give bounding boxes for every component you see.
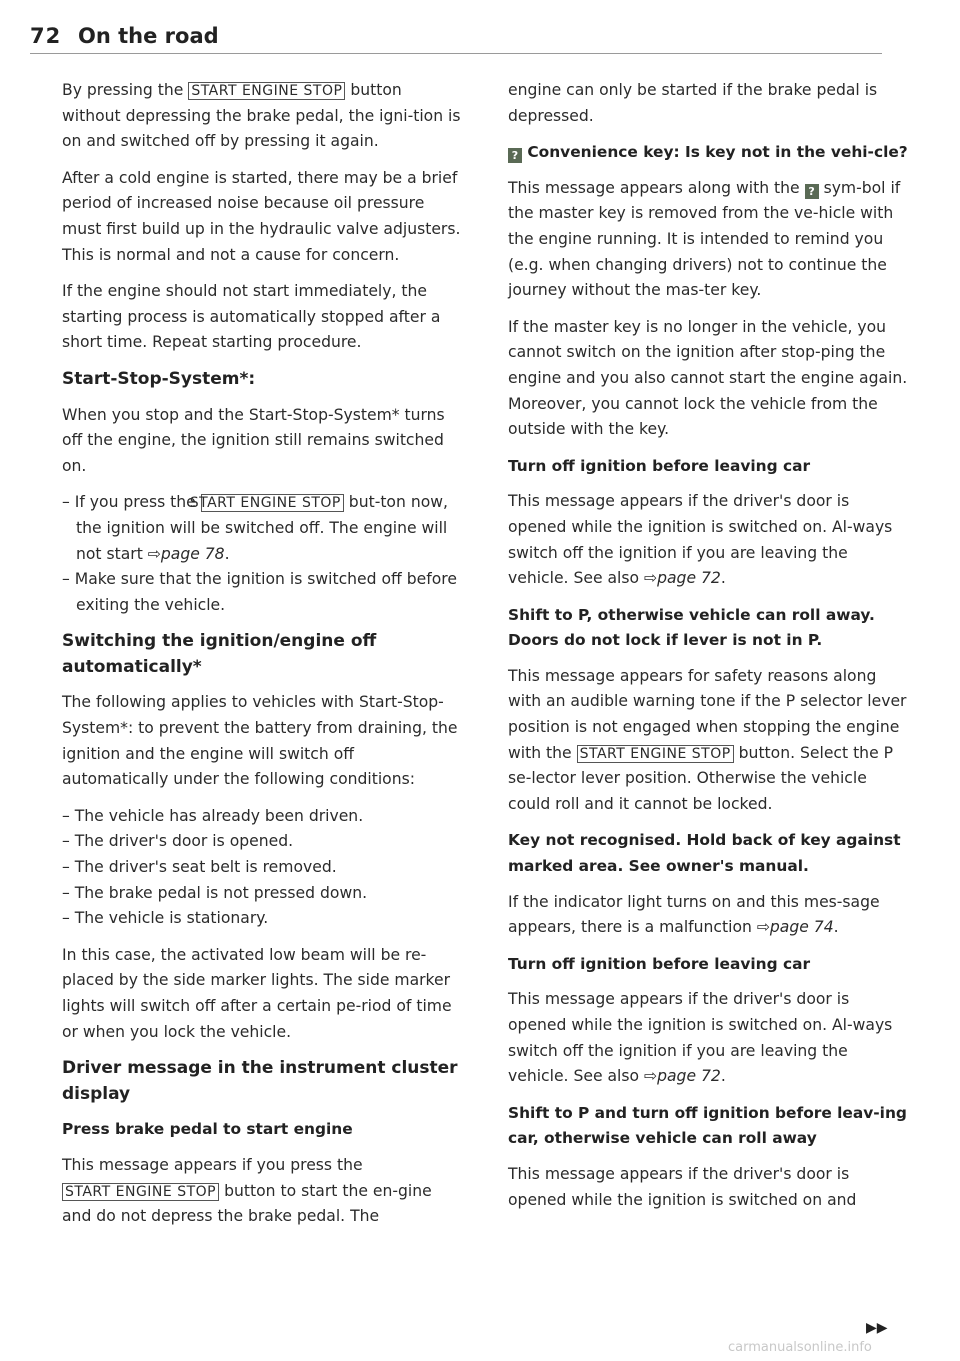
paragraph: In this case, the activated low beam will be re-placed by the side marker lights. The side marker lights will switch off after a certain pe-riod of time or when you lock the vehicle.	[62, 945, 452, 1041]
list-item: – Make sure that the ignition is switched off before exiting the vehicle.	[62, 570, 457, 614]
list-item: – The vehicle has already been driven.	[62, 806, 364, 825]
paragraph: This message appears for safety reasons along with an audible warning tone if the P selector lever position is not engaged when stopping the engine with the START ENGINE STOP button. Select the P se-lector lever position. Otherwise the vehicle could roll and it cannot be locked.	[508, 666, 907, 813]
heading-shift-p-turn-off: Shift to P and turn off ignition before leav-ing car, otherwise vehicle can roll away	[508, 1103, 907, 1148]
page-number: 72	[30, 24, 62, 48]
chapter-title: On the road	[78, 24, 219, 48]
paragraph: This message appears if you press the START ENGINE STOP button to start the en-gine and do not depress the brake pedal. The	[62, 1155, 432, 1226]
paragraph: By pressing the START ENGINE STOP button without depressing the brake pedal, the igni-tion is on and switched off by pressing it again.	[62, 81, 461, 151]
list-item: – The vehicle is stationary.	[62, 909, 269, 928]
start-engine-stop-key: START ENGINE STOP	[188, 82, 345, 100]
page-reference-link[interactable]: ⇨page 72	[644, 1067, 721, 1086]
key-warning-icon: ?	[508, 148, 522, 163]
paragraph: This message appears if the driver's door is opened while the ignition is switched on. Al-ways switch off the ignition if you are leaving the vehicle. See also ⇨page 72.	[508, 492, 893, 588]
start-engine-stop-key: START ENGINE STOP	[201, 494, 344, 512]
paragraph: This message appears along with the ? sym-bol if the master key is removed from the ve-hicle with the engine running. It is intended to remind you (e.g. when changing drivers) not to continue the journey without the mas-ter key.	[508, 178, 901, 300]
paragraph: This message appears if the driver's door is opened while the ignition is switched on. Al-ways switch off the ignition if you are leaving the vehicle. See also ⇨page 72.	[508, 990, 893, 1086]
page-reference-link[interactable]: ⇨page 78	[147, 544, 225, 563]
page-header	[30, 24, 882, 54]
paragraph: If the indicator light turns on and this mes-sage appears, there is a malfunction ⇨page 74.	[508, 892, 880, 937]
heading-driver-message: Driver message in the instrument cluster display	[62, 1058, 458, 1104]
heading-turn-off-ignition: Turn off ignition before leaving car	[508, 954, 811, 973]
paragraph: If the engine should not start immediately, the starting process is automatically stopped after a short time. Repeat starting procedure.	[62, 282, 441, 352]
start-engine-stop-key: START ENGINE STOP	[62, 1183, 219, 1201]
heading-shift-to-p: Shift to P, otherwise vehicle can roll away. Doors do not lock if lever is not in P.	[508, 605, 875, 650]
list-item: – The driver's door is opened.	[62, 832, 294, 851]
left-column	[62, 78, 462, 1241]
paragraph: This message appears if the driver's door is opened while the ignition is switched on and	[508, 1164, 857, 1209]
header-rule	[30, 53, 882, 54]
heading-convenience-key: ? Convenience key: Is key not in the vehi-cle?	[508, 140, 908, 166]
watermark: carmanualsonline.info	[728, 1340, 872, 1355]
heading-start-stop-system: Start-Stop-System*:	[62, 368, 256, 389]
page-reference-link[interactable]: ⇨page 74	[756, 918, 834, 937]
list-item: – If you press the START ENGINE STOP but-ton now, the ignition will be switched off. The engine will not start ⇨page 78.	[62, 493, 448, 563]
key-warning-icon: ?	[805, 184, 819, 199]
heading-key-not-recognised: Key not recognised. Hold back of key against marked area. See owner's manual.	[508, 831, 901, 876]
heading-switching-off-automatically: Switching the ignition/engine off automatically*	[62, 631, 377, 677]
page-reference-link[interactable]: ⇨page 72	[644, 569, 721, 588]
paragraph: The following applies to vehicles with Start-Stop-System*: to prevent the battery from draining, the ignition and the engine will switch off automatically under the following conditions:	[62, 693, 458, 789]
list-item: – The driver's seat belt is removed.	[62, 858, 337, 877]
paragraph: engine can only be started if the brake pedal is depressed.	[508, 81, 878, 125]
heading-turn-off-ignition: Turn off ignition before leaving car	[508, 456, 811, 475]
paragraph: After a cold engine is started, there may be a brief period of increased noise because oil pressure must first build up in the hydraulic valve adjusters. This is normal and not a cause for concern.	[62, 168, 461, 264]
paragraph: If the master key is no longer in the vehicle, you cannot switch on the ignition after stop-ping the engine and you also cannot start the engine again. Moreover, you cannot lock the vehicle from the outside with the key.	[508, 317, 908, 439]
right-column	[508, 78, 908, 1224]
paragraph: When you stop and the Start-Stop-System* turns off the engine, the ignition still remains switched on.	[62, 405, 445, 475]
start-engine-stop-key: START ENGINE STOP	[577, 745, 734, 763]
continue-arrow-icon: ▶▶	[866, 1320, 888, 1336]
heading-press-brake-pedal: Press brake pedal to start engine	[62, 1120, 353, 1139]
list-item: – The brake pedal is not pressed down.	[62, 883, 368, 902]
